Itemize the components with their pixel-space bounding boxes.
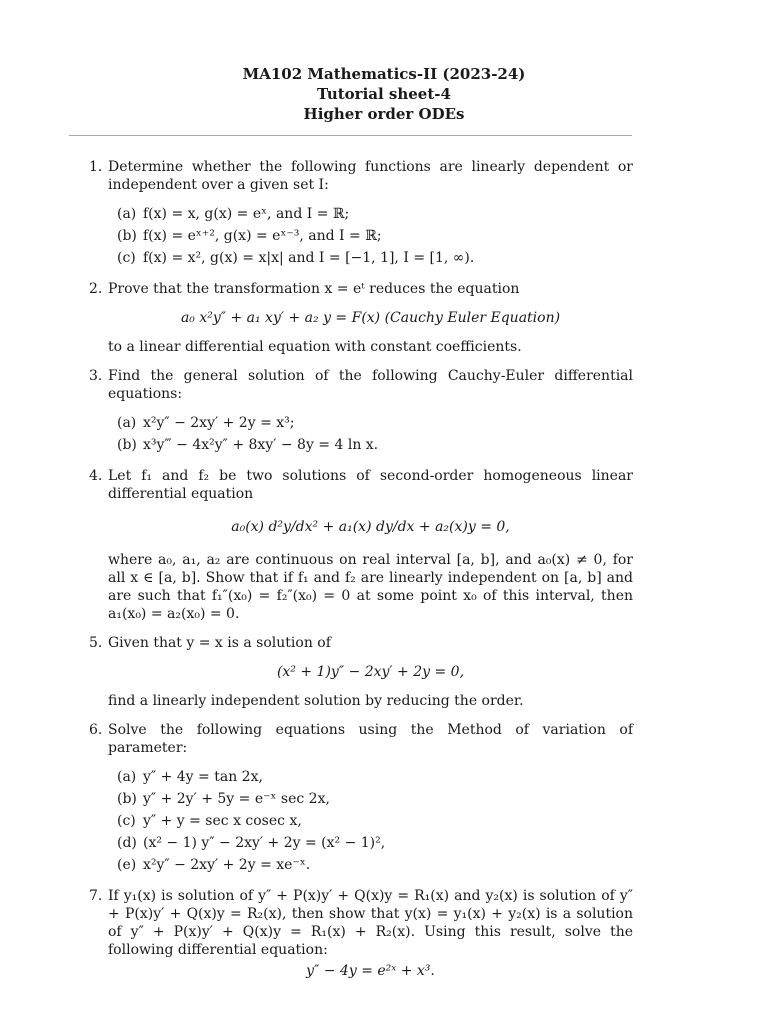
questions-list [0, 158, 768, 992]
sub-part-label: (c) [117, 250, 136, 266]
sub-part-b [108, 434, 633, 456]
question-number: 6. [89, 722, 103, 738]
sub-part-c [108, 247, 633, 269]
course-title: MA102 Mathematics-II (2023-24) [242, 65, 526, 83]
document-header [0, 64, 768, 124]
question-text: Find the general solution of the following Cauchy-Euler differential equations: [108, 368, 633, 402]
sub-part-a [108, 203, 633, 225]
sub-part-label: (a) [117, 206, 137, 222]
question-text-after: to a linear differential equation with constant coefficients. [108, 339, 522, 355]
sub-part-b [108, 788, 633, 810]
sub-part-d [108, 832, 633, 854]
sub-part-label: (b) [117, 791, 137, 807]
sub-part-label: (b) [117, 437, 137, 453]
question-number: 5. [89, 635, 103, 651]
question-text: Given that y = x is a solution of [108, 635, 331, 651]
display-equation: a₀(x) d²y/dx² + a₁(x) dy/dx + a₂(x)y = 0, [231, 519, 510, 535]
sub-part-label: (c) [117, 813, 136, 829]
question-number: 3. [89, 368, 103, 384]
question-text: Let f₁ and f₂ be two solutions of second-order homogeneous linear differential equation [108, 468, 633, 502]
question-text-after: find a linearly independent solution by reducing the order. [108, 693, 524, 709]
topic-title: Higher order ODEs [303, 105, 465, 123]
sub-part-b [108, 225, 633, 247]
sub-part-e [108, 854, 633, 876]
display-equation: y″ − 4y = e²ˣ + x³. [306, 963, 435, 979]
sub-part-text: f(x) = x², g(x) = x|x| and I = [−1, 1], I = [1, ∞). [143, 250, 475, 266]
sub-part-text: f(x) = eˣ⁺², g(x) = eˣ⁻³, and I = ℝ; [143, 228, 382, 244]
sub-part-c [108, 810, 633, 832]
question-7 [0, 887, 768, 981]
question-6 [0, 721, 768, 876]
sub-part-text: x²y″ − 2xy′ + 2y = xe⁻ˣ. [143, 857, 311, 873]
question-3 [0, 367, 768, 456]
question-number: 7. [89, 888, 103, 904]
sub-part-label: (d) [117, 835, 137, 851]
question-text: Solve the following equations using the Method of variation of parameter: [108, 722, 633, 756]
sub-part-label: (e) [117, 857, 137, 873]
question-2 [0, 280, 768, 356]
question-text: Determine whether the following functions are linearly dependent or independent over a given set I: [108, 159, 633, 193]
question-number: 4. [89, 468, 103, 484]
sub-part-text: f(x) = x, g(x) = eˣ, and I = ℝ; [143, 206, 350, 222]
header-divider [69, 135, 632, 136]
sub-part-label: (b) [117, 228, 137, 244]
question-5 [0, 634, 768, 710]
sub-part-text: (x² − 1) y″ − 2xy′ + 2y = (x² − 1)², [143, 835, 386, 851]
display-equation: a₀ x²y″ + a₁ xy′ + a₂ y = F(x) (Cauchy Euler Equation) [180, 310, 561, 326]
sub-parts [108, 412, 633, 456]
sheet-title: Tutorial sheet-4 [317, 85, 451, 103]
sub-part-text: y″ + 4y = tan 2x, [143, 769, 263, 785]
question-text-after: where a₀, a₁, a₂ are continuous on real interval [a, b], and a₀(x) ≠ 0, for all x ∈ [a, b]. Show that if f₁ and f₂ are linearly independent on [a, b] and are such that f₁″(x₀) = f₂″(x₀) = 0 at some point x₀ of this interval, then a₁(x₀) = a₂(x₀) = 0. [108, 552, 633, 622]
display-equation: (x² + 1)y″ − 2xy′ + 2y = 0, [276, 664, 465, 680]
question-number: 1. [89, 159, 103, 175]
sub-part-label: (a) [117, 415, 137, 431]
question-1 [0, 158, 768, 269]
sub-parts [108, 203, 633, 269]
sub-part-text: y″ + y = sec x cosec x, [143, 813, 302, 829]
question-text: Prove that the transformation x = eᵗ reduces the equation [108, 281, 520, 297]
sub-parts [108, 766, 633, 876]
sub-part-a [108, 766, 633, 788]
sub-part-text: x²y″ − 2xy′ + 2y = x³; [143, 415, 295, 431]
sub-part-text: y″ + 2y′ + 5y = e⁻ˣ sec 2x, [143, 791, 330, 807]
question-4 [0, 467, 768, 623]
question-number: 2. [89, 281, 103, 297]
sub-part-text: x³y‴ − 4x²y″ + 8xy′ − 8y = 4 ln x. [143, 437, 379, 453]
sub-part-a [108, 412, 633, 434]
sub-part-label: (a) [117, 769, 137, 785]
question-text: If y₁(x) is solution of y″ + P(x)y′ + Q(x)y = R₁(x) and y₂(x) is solution of y″ + P(x)y′ + Q(x)y = R₂(x), then show that y(x) = y₁(x) + y₂(x) is a solution of y″ + P(x)y′ + Q(x)y = R₁(x) + R₂(x). Using this result, solve the following differential equation: [108, 888, 633, 958]
